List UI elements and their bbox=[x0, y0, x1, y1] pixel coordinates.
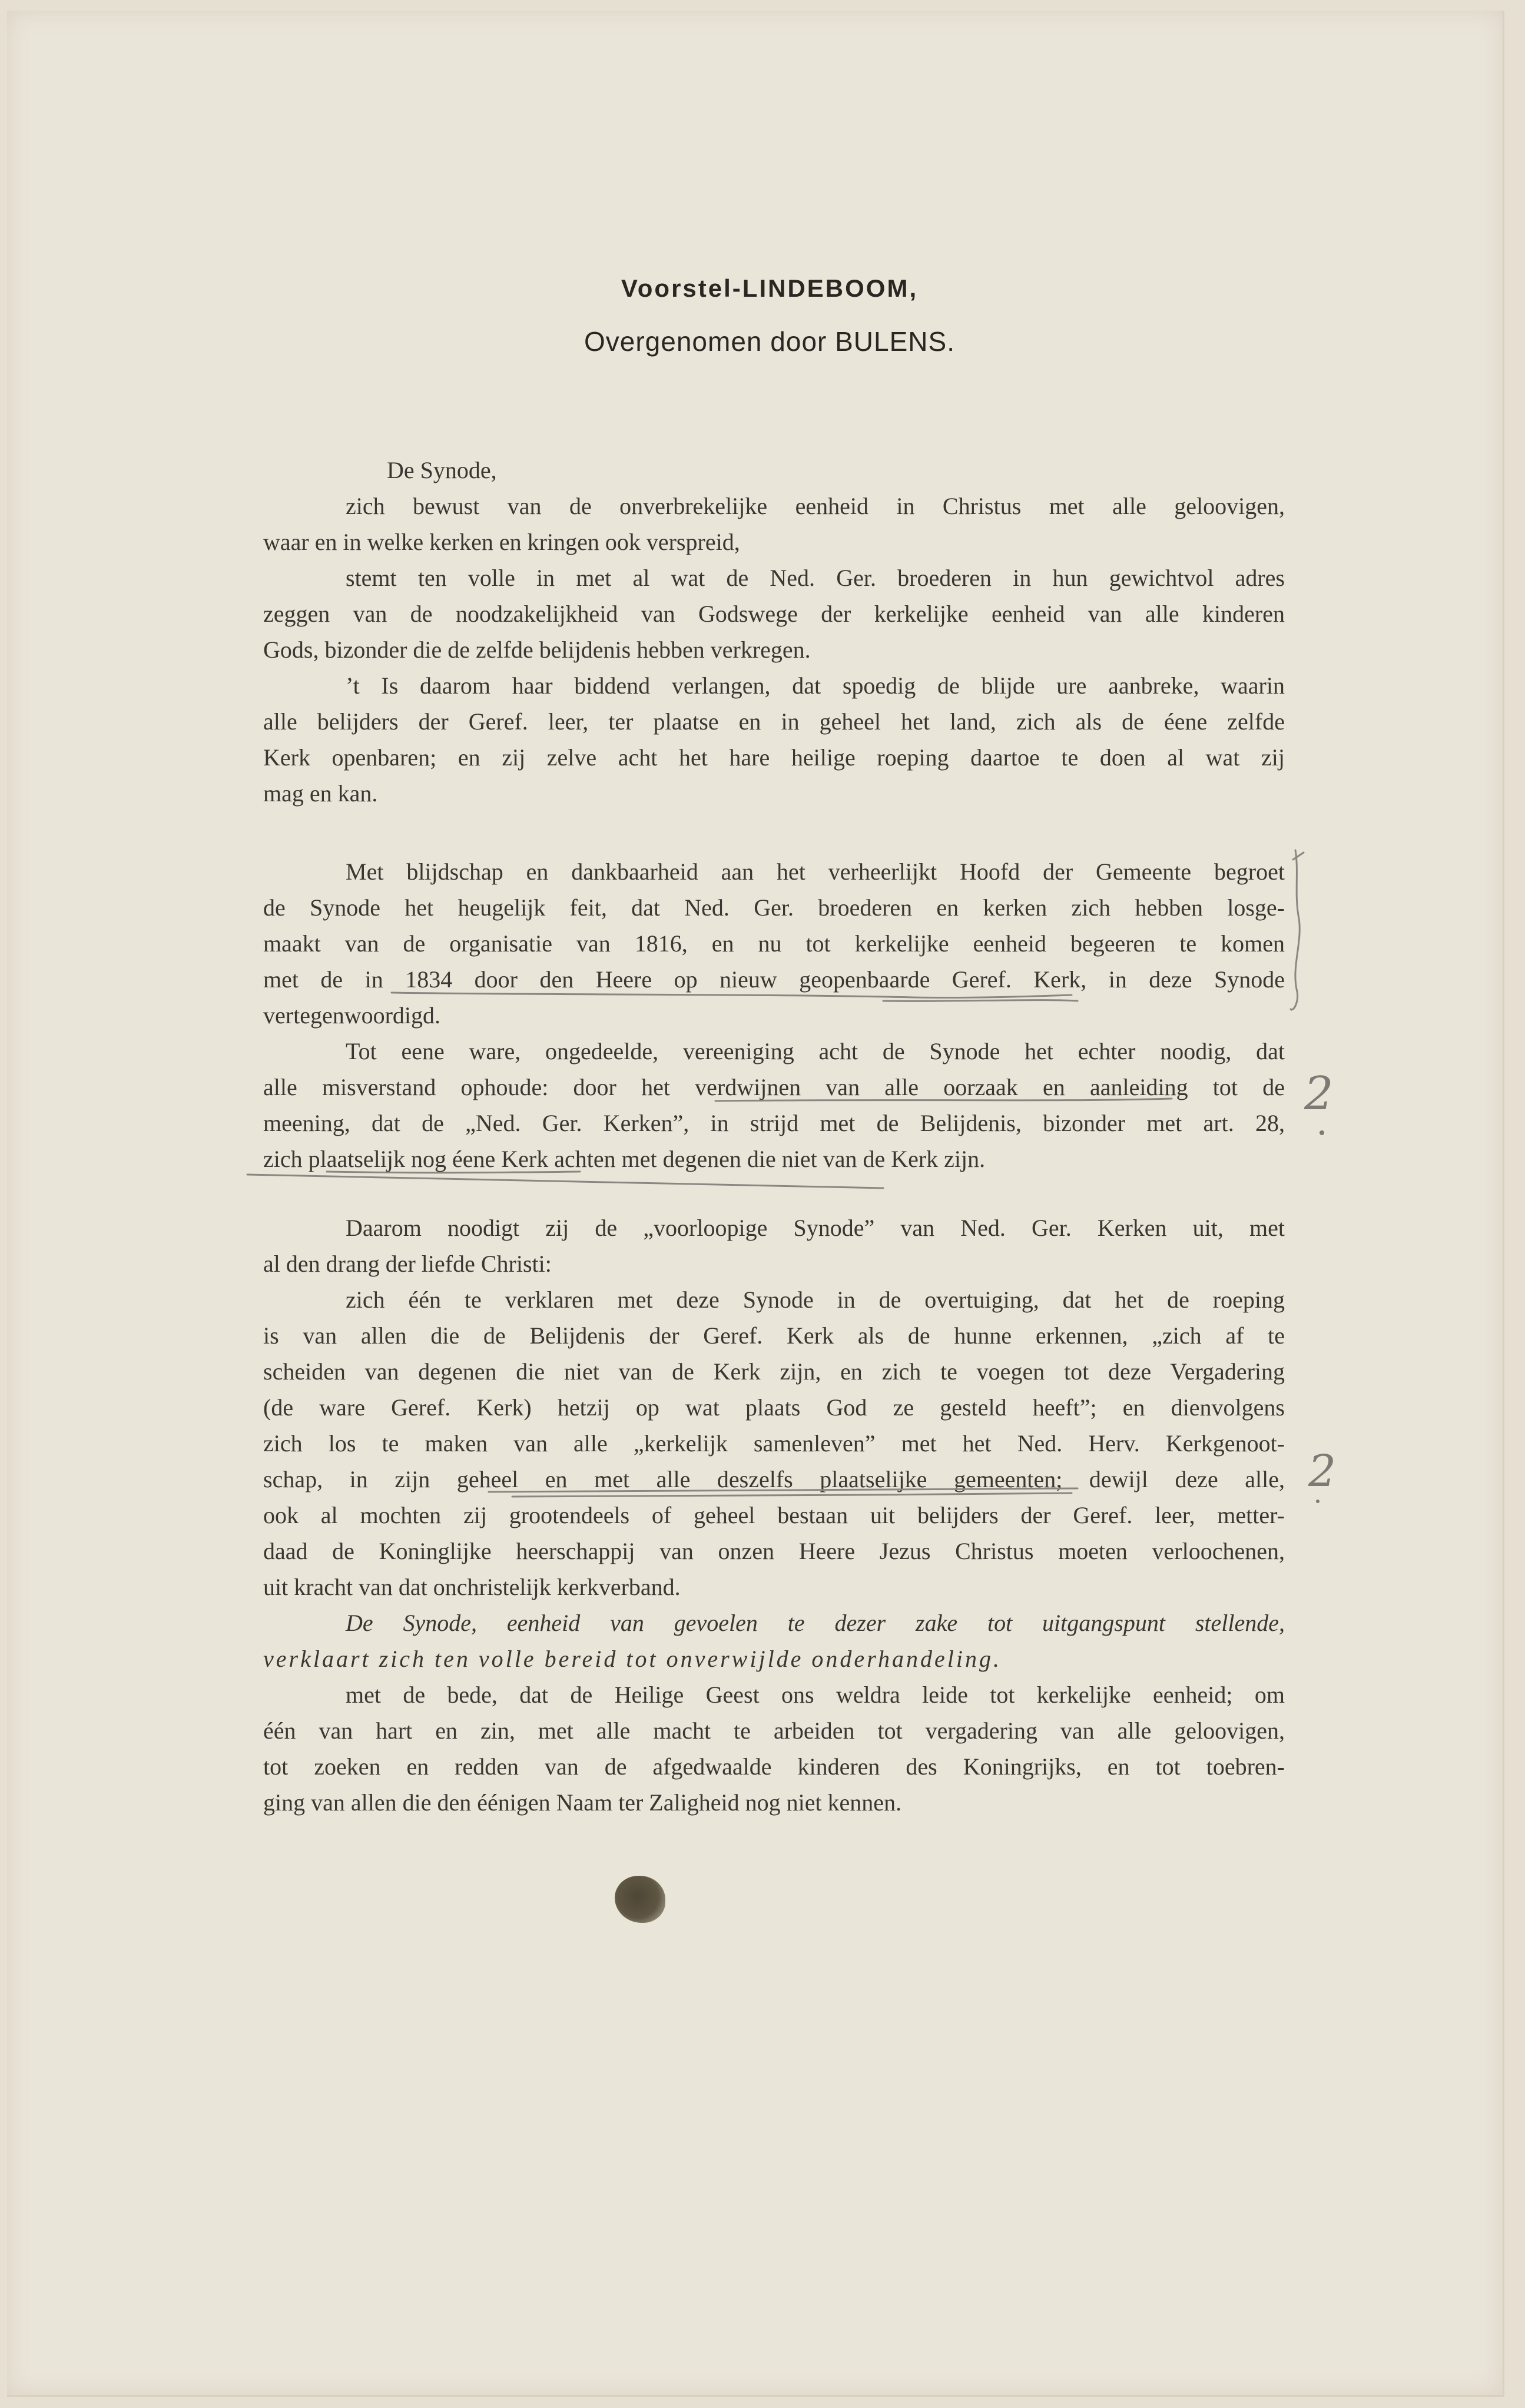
text-line: ’t Is daarom haar biddend verlangen, dat spoedig de blijde ure aanbreke, waarin bbox=[346, 672, 1285, 699]
text-line: verklaart zich ten volle bereid tot onverwijlde onderhandeling. bbox=[263, 1646, 1002, 1672]
document-title: Voorstel-LINDEBOOM, bbox=[621, 274, 919, 302]
text-line: uit kracht van dat onchristelijk kerkverband. bbox=[263, 1574, 681, 1600]
handwritten-mark: 2 bbox=[1308, 1446, 1337, 1497]
text-line: zich bewust van de onverbrekelijke eenheid in Christus met alle geloovigen, bbox=[346, 493, 1285, 519]
text-line: mag en kan. bbox=[263, 780, 378, 807]
text-line: zich los te maken van alle „kerkelijk samenleven” met het Ned. Herv. Kerkgenoot- bbox=[263, 1430, 1285, 1457]
document-sheet bbox=[7, 11, 1504, 2397]
paragraph-block-3 bbox=[263, 1210, 1285, 1820]
text-line: alle belijders der Geref. leer, ter plaatse en in geheel het land, zich als de éene zelfde bbox=[263, 708, 1285, 735]
text-line: vertegenwoordigd. bbox=[263, 1002, 441, 1029]
text-line: Kerk openbaren; en zij zelve acht het hare heilige roeping daartoe te doen al wat zij bbox=[263, 744, 1285, 771]
text-line: Tot eene ware, ongedeelde, vereeniging acht de Synode het echter noodig, dat bbox=[346, 1038, 1285, 1064]
document-subtitle: Overgenomen door BULENS. bbox=[584, 326, 955, 357]
text-line: stemt ten volle in met al wat de Ned. Ger. broederen in hun gewichtvol adres bbox=[346, 565, 1285, 591]
text-line: zich één te verklaren met deze Synode in de overtuiging, dat het de roeping bbox=[346, 1286, 1285, 1313]
text-line: waar en in welke kerken en kringen ook verspreid, bbox=[263, 529, 740, 555]
text-line: Gods, bizonder die de zelfde belijdenis hebben verkregen. bbox=[263, 636, 811, 663]
text-line: ging van allen die den éénigen Naam ter Zaligheid nog niet kennen. bbox=[263, 1789, 902, 1816]
text-line: zeggen van de noodzakelijkheid van Godswege der kerkelijke eenheid van alle kinderen bbox=[263, 601, 1285, 627]
text-line: schap, in zijn geheel en met alle deszelfs plaatselijke gemeenten; dewijl deze alle, bbox=[263, 1466, 1285, 1492]
text-line: De Synode, eenheid van gevoelen te dezer zake tot uitgangspunt stellende, bbox=[346, 1610, 1285, 1636]
text-line: al den drang der liefde Christi: bbox=[263, 1251, 552, 1277]
text-line: (de ware Geref. Kerk) hetzij op wat plaats God ze gesteld heeft”; en dienvolgens bbox=[263, 1394, 1285, 1421]
handwritten-mark: 2 bbox=[1304, 1067, 1334, 1120]
text-line: de Synode het heugelijk feit, dat Ned. Ger. broederen en kerken zich hebben losge- bbox=[263, 894, 1285, 921]
text-line: met de in 1834 door den Heere op nieuw geopenbaarde Geref. Kerk, in deze Synode bbox=[263, 966, 1285, 993]
text-line: maakt van de organisatie van 1816, en nu tot kerkelijke eenheid begeeren te komen bbox=[263, 930, 1285, 957]
text-line: De Synode, bbox=[387, 457, 497, 483]
text-line: met de bede, dat de Heilige Geest ons weldra leide tot kerkelijke eenheid; om bbox=[346, 1681, 1285, 1708]
ink-blot bbox=[615, 1876, 665, 1923]
text-line: ook al mochten zij grootendeels of geheel bestaan uit belijders der Geref. leer, metter- bbox=[263, 1502, 1285, 1528]
text-line: meening, dat de „Ned. Ger. Kerken”, in strijd met de Belijdenis, bizonder met art. 28, bbox=[263, 1110, 1285, 1136]
text-line: Daarom noodigt zij de „voorloopige Synode” van Ned. Ger. Kerken uit, met bbox=[346, 1215, 1285, 1241]
text-line: is van allen die de Belijdenis der Geref. Kerk als de hunne erkennen, „zich af te bbox=[263, 1322, 1285, 1349]
text-line: zich plaatselijk nog éene Kerk achten met degenen die niet van de Kerk zijn. bbox=[263, 1146, 986, 1172]
text-line: tot zoeken en redden van de afgedwaalde kinderen des Koningrijks, en tot toebren- bbox=[263, 1753, 1285, 1780]
text-line: scheiden van degenen die niet van de Kerk zijn, en zich te voegen tot deze Vergadering bbox=[263, 1358, 1285, 1385]
text-line: één van hart en zin, met alle macht te arbeiden tot vergadering van alle geloovigen, bbox=[263, 1717, 1285, 1744]
text-line: Met blijdschap en dankbaarheid aan het verheerlijkt Hoofd der Gemeente begroet bbox=[346, 858, 1285, 885]
paragraph-block-2 bbox=[263, 854, 1285, 1177]
text-line: alle misverstand ophoude: door het verdwijnen van alle oorzaak en aanleiding tot de bbox=[263, 1074, 1285, 1100]
paragraph-block-1 bbox=[263, 452, 1285, 811]
text-line: daad de Koninglijke heerschappij van onzen Heere Jezus Christus moeten verloochenen, bbox=[263, 1538, 1285, 1564]
